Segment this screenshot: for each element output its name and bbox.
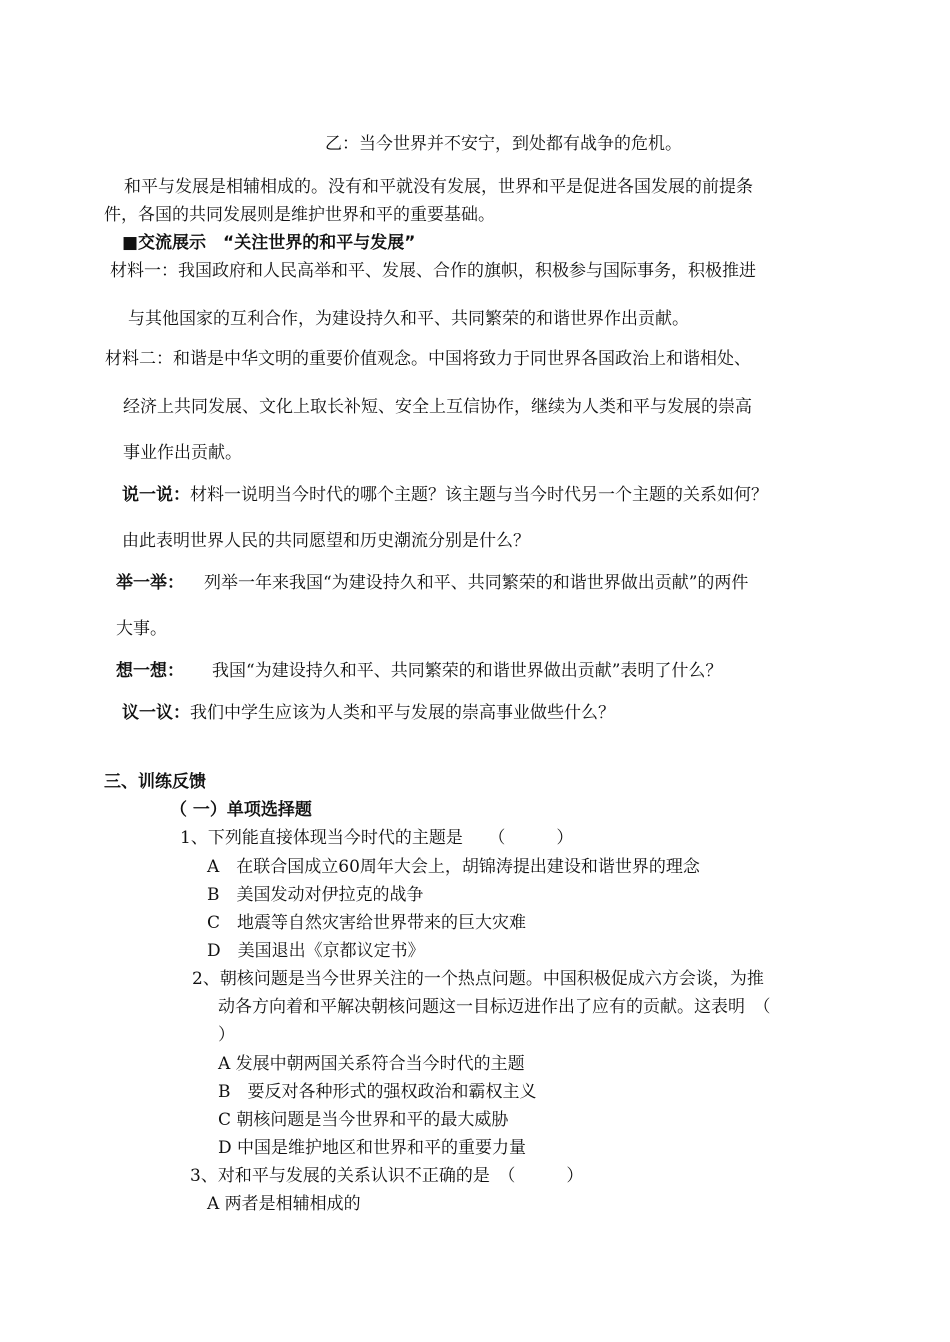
- task-think-label: 想一想：: [116, 661, 184, 681]
- material-two-line: 经济上共同发展、文化上取长补短、安全上互信协作，继续为人类和平与发展的崇高: [123, 397, 752, 417]
- material-one-line: 与其他国家的互利合作，为建设持久和平、共同繁荣的和谐世界作出贡献。: [128, 309, 689, 329]
- question-3-option-a: A 两者是相辅相成的: [207, 1194, 361, 1214]
- task-discuss-label: 议一议：: [122, 703, 190, 723]
- task-say-label: 说一说：: [122, 485, 190, 505]
- task-say-line: 由此表明世界人民的共同愿望和历史潮流分别是什么？: [122, 531, 530, 551]
- question-2-option-b: B 要反对各种形式的强权政治和霸权主义: [218, 1082, 537, 1102]
- question-1-option-d: D 美国退出《京都议定书》: [207, 941, 425, 961]
- exchange-heading: ■交流展示 “关注世界的和平与发展”: [122, 233, 416, 253]
- question-1-option-a: A 在联合国成立60周年大会上，胡锦涛提出建设和谐世界的理念: [207, 857, 700, 877]
- question-2-stem: 动各方向着和平解决朝核问题这一目标迈进作出了应有的贡献。这表明 （: [218, 997, 771, 1017]
- task-say-text: 材料一说明当今时代的哪个主题？该主题与当今时代另一个主题的关系如何？: [190, 485, 768, 505]
- question-3-stem: 3、对和平与发展的关系认识不正确的是 （ ）: [190, 1166, 584, 1186]
- task-think: [116, 661, 722, 681]
- task-think-text: 我国“为建设持久和平、共同繁荣的和谐世界做出贡献”表明了什么？: [212, 661, 723, 681]
- paragraph-line: 件，各国的共同发展则是维护世界和平的重要基础。: [104, 205, 495, 225]
- question-2-stem: ）: [218, 1025, 235, 1045]
- task-list: [116, 573, 748, 593]
- question-2-option-a: A 发展中朝两国关系符合当今时代的主题: [218, 1054, 525, 1074]
- task-say: [122, 485, 768, 505]
- material-one-line: 材料一：我国政府和人民高举和平、发展、合作的旗帜，积极参与国际事务，积极推进: [110, 261, 756, 281]
- section-title: 三、训练反馈: [104, 772, 206, 792]
- material-two-line: 事业作出贡献。: [123, 443, 242, 463]
- question-1-option-c: C 地震等自然灾害给世界带来的巨大灾难: [207, 913, 527, 933]
- question-1-option-b: B 美国发动对伊拉克的战争: [207, 885, 424, 905]
- task-list-text: 列举一年来我国“为建设持久和平、共同繁荣的和谐世界做出贡献”的两件: [204, 573, 749, 593]
- question-2-stem: 2、朝核问题是当今世界关注的一个热点问题。中国积极促成六方会谈，为推: [192, 969, 764, 989]
- question-1-stem: 1、下列能直接体现当今时代的主题是 （ ）: [180, 828, 574, 848]
- task-discuss-text: 我们中学生应该为人类和平与发展的崇高事业做些什么？: [190, 703, 615, 723]
- task-discuss: [122, 703, 615, 723]
- yi-statement: 乙：当今世界并不安宁，到处都有战争的危机。: [325, 134, 682, 154]
- question-2-option-c: C 朝核问题是当今世界和平的最大威胁: [218, 1110, 509, 1130]
- task-list-line: 大事。: [116, 619, 167, 639]
- task-list-label: 举一举：: [116, 573, 184, 593]
- question-2-option-d: D 中国是维护地区和世界和平的重要力量: [218, 1138, 527, 1158]
- paragraph-line: 和平与发展是相辅相成的。没有和平就没有发展，世界和平是促进各国发展的前提条: [124, 177, 753, 197]
- material-two-line: 材料二：和谐是中华文明的重要价值观念。中国将致力于同世界各国政治上和谐相处、: [105, 349, 751, 369]
- subsection-title: （ 一）单项选择题: [170, 800, 312, 820]
